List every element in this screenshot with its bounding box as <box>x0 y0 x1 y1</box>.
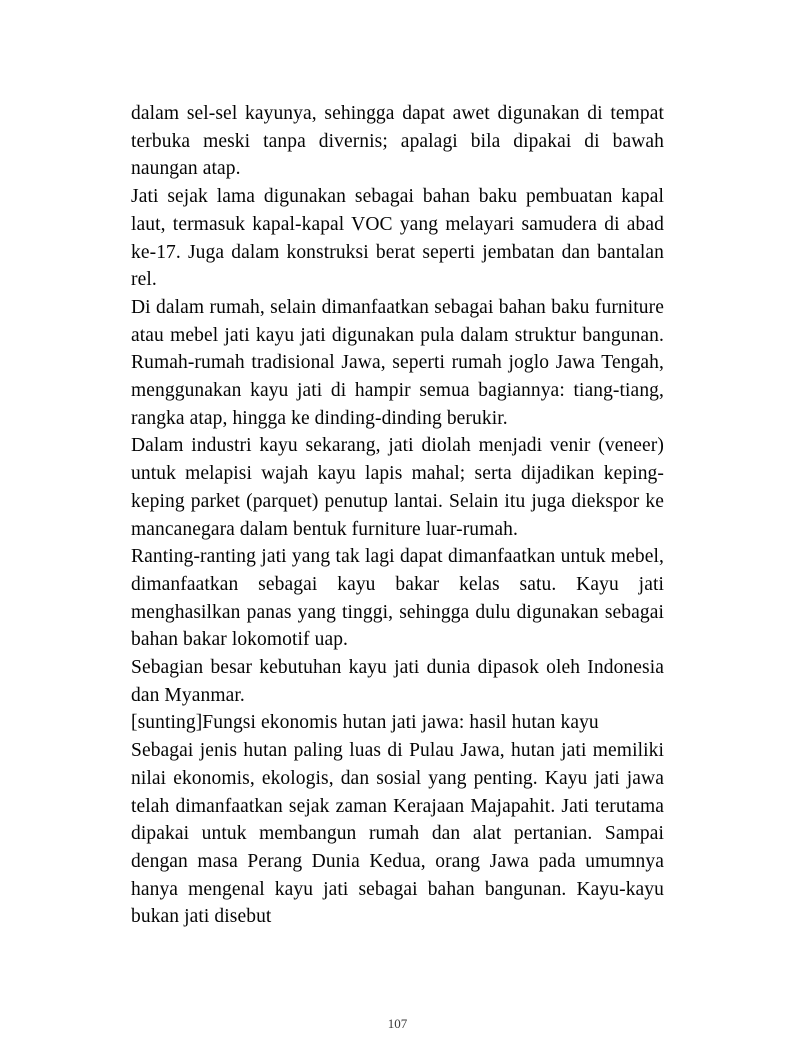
paragraph: Jati sejak lama digunakan sebagai bahan baku pembuatan kapal laut, termasuk kapal-kapal VOC yang melayari samudera di abad ke-17. Juga dalam konstruksi berat seperti jembatan dan bantalan rel. <box>131 186 664 291</box>
page-number: 107 <box>387 1016 408 1031</box>
paragraph: Sebagian besar kebutuhan kayu jati dunia dipasok oleh Indonesia dan Myanmar. <box>131 657 664 706</box>
paragraph: Sebagai jenis hutan paling luas di Pulau Jawa, hutan jati memiliki nilai ekonomis, ekologis, dan sosial yang penting. Kayu jati jawa telah dimanfaatkan sejak zaman Kerajaan Majapahit. Jati terutama dipakai untuk membangun rumah dan alat pertanian. Sampai dengan masa Perang Dunia Kedua, orang Jawa pada umumnya hanya mengenal kayu jati sebagai bahan bangunan. Kayu-kayu bukan jati disebut <box>131 740 664 928</box>
paragraph: Di dalam rumah, selain dimanfaatkan sebagai bahan baku furniture atau mebel jati kayu jati digunakan pula dalam struktur bangunan. Rumah-rumah tradisional Jawa, seperti rumah joglo Jawa Tengah, menggunakan kayu jati di hampir semua bagiannya: tiang-tiang, rangka atap, hingga ke dinding-dinding berukir. <box>131 296 664 429</box>
paragraph: Ranting-ranting jati yang tak lagi dapat dimanfaatkan untuk mebel, dimanfaatkan sebagai kayu bakar kelas satu. Kayu jati menghasilkan panas yang tinggi, sehingga dulu digunakan sebagai bahan bakar lokomotif uap. <box>131 546 664 651</box>
text-block <box>131 100 664 931</box>
paragraph: dalam sel-sel kayunya, sehingga dapat awet digunakan di tempat terbuka meski tanpa divernis; apalagi bila dipakai di bawah naungan atap. <box>131 103 664 180</box>
section-heading: [sunting]Fungsi ekonomis hutan jati jawa: hasil hutan kayu <box>131 712 599 734</box>
paragraph: Dalam industri kayu sekarang, jati diolah menjadi venir (veneer) untuk melapisi wajah kayu lapis mahal; serta dijadikan keping-keping parket (parquet) penutup lantai. Selain itu juga diekspor ke mancanegara dalam bentuk furniture luar-rumah. <box>131 435 664 540</box>
